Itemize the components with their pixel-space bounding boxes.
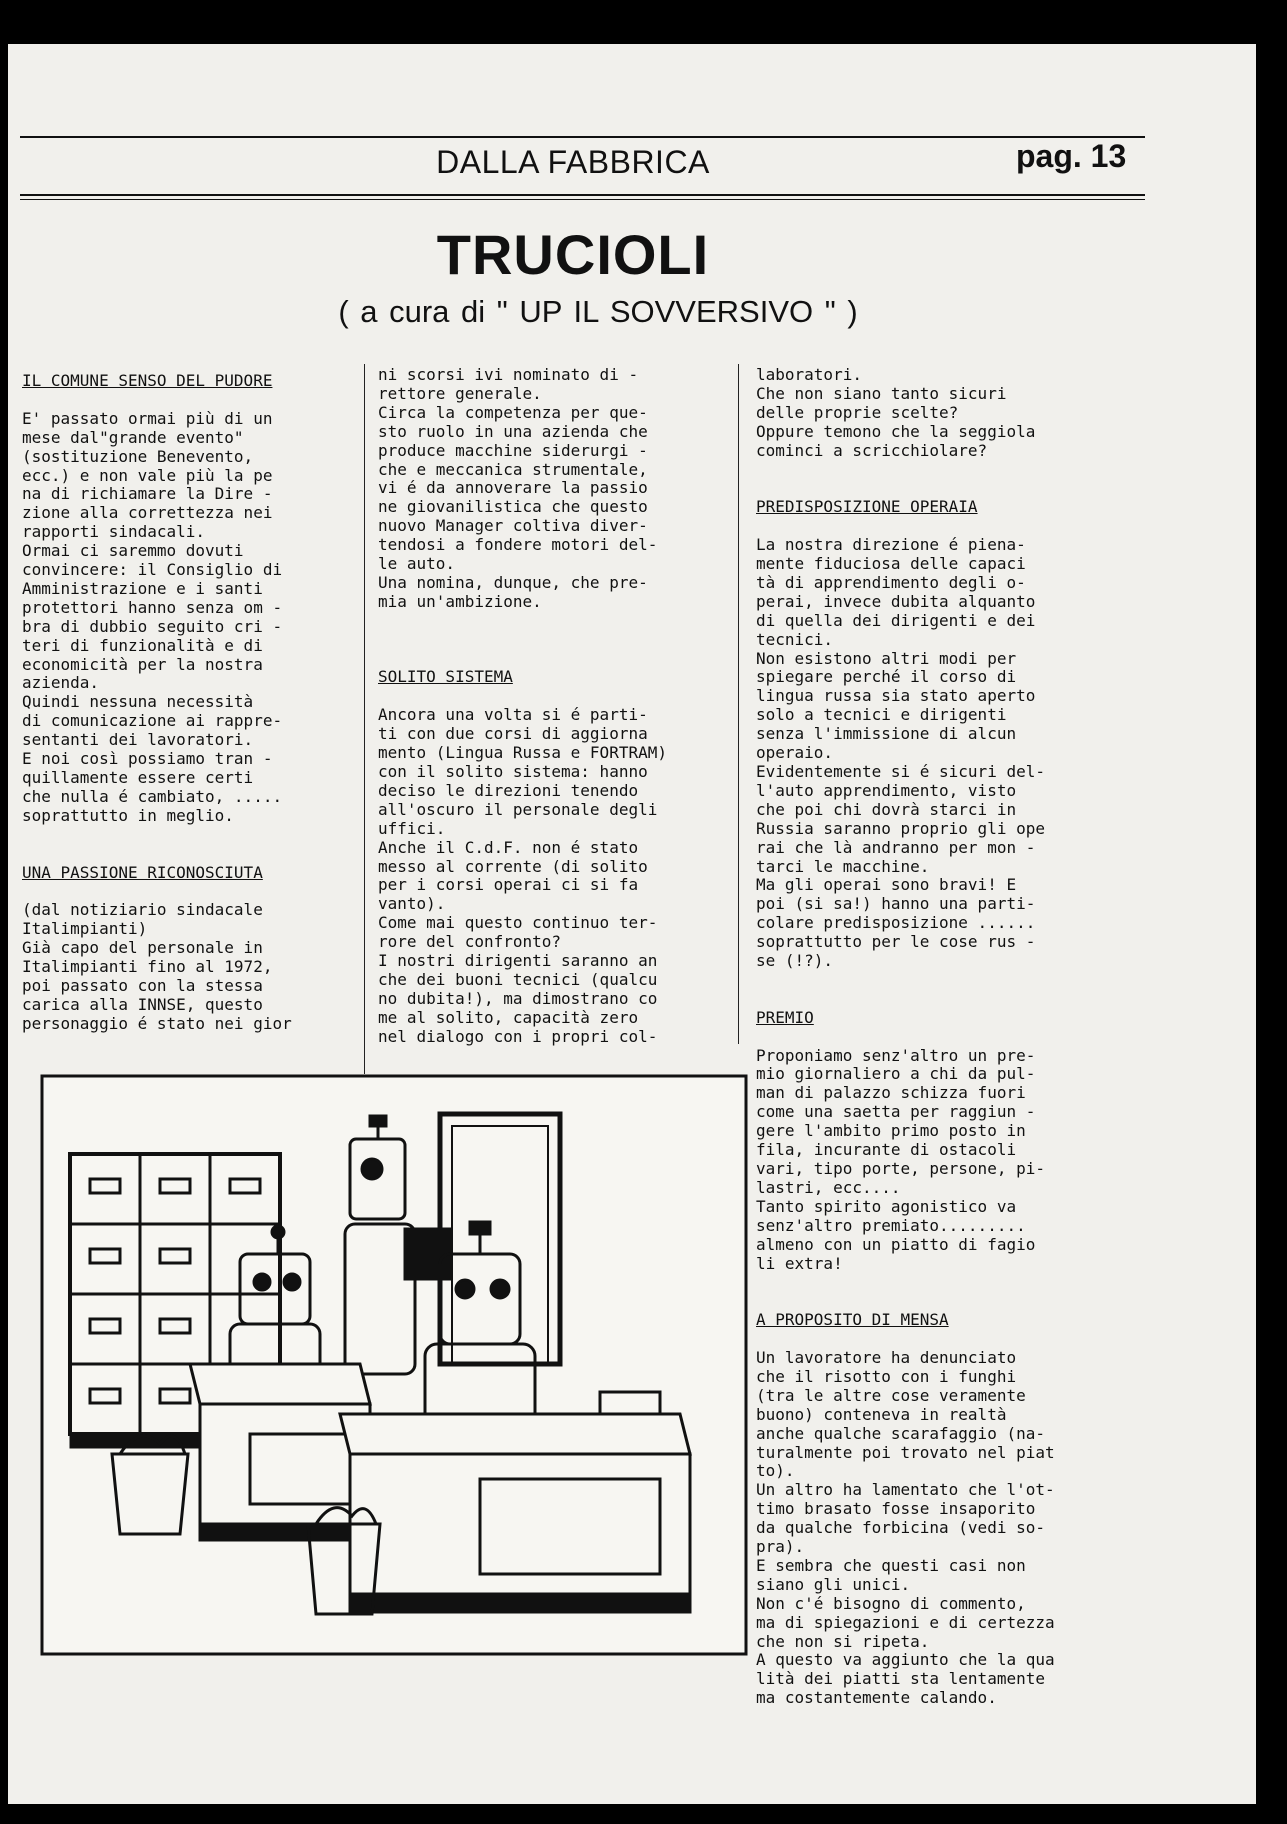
page-number: pag. 13 bbox=[1016, 138, 1127, 174]
office-robots-cartoon bbox=[40, 1074, 748, 1656]
headline-premio: PREMIO bbox=[756, 1007, 814, 1027]
text-passione: (dal notiziario sindacale Italimpianti) Già capo del personale in Italimpianti fino al 1972, poi passato con la stessa carica alla INNSE, questo personaggio é stato nei gior bbox=[22, 900, 292, 1033]
desk-left-illustration bbox=[190, 1364, 370, 1540]
desk-right-illustration bbox=[340, 1392, 690, 1612]
text-mensa: Un lavoratore ha denunciato che il risotto con i funghi (tra le altre cose veramente buono) conteneva in realtà anche qualche scarafaggio (na- turalmente poi trovato nel piat to). Un altro ha lamentato che l'ot- timo brasato fosse insaporito da qualche forbicina (vedi so- pra). E sembra che questi casi non siano gli unici. Non c'é bisogno di commento, ma di spiegazioni e di certezza che non si ripeta. A questo va aggiunto che la qua lità dei piatti sta lentamente ma costantemente calando. bbox=[756, 1347, 1055, 1708]
text-passione-cont: ni scorsi ivi nominato di - rettore generale. Circa la competenza per que- sto ruolo in una azienda che produce macchine siderurgi - che e meccanica strumentale, vi é da annoverare la passio ne giovanilistica che questo nuovo Manager coltiva diver- tendosi a fondere motori del- le auto. Una nomina, dunque, che pre- mia un'ambizione. bbox=[378, 365, 658, 611]
text-solito-sistema: Ancora una volta si é parti- ti con due corsi di aggiorna mento (Lingua Russa e FORTRAM) con il solito sistema: hanno deciso le direzioni tenendo all'oscuro il personale degli uffici. Anche il C.d.F. non é stato messo al corrente (di solito per i corsi operai ci si fa vanto). Come mai questo continuo ter- rore del confronto? I nostri dirigenti saranno an che dei buoni tecnici (qualcu no dubita!), ma dimostrano co me al solito, capacità zero nel dialogo con i propri col- bbox=[378, 705, 667, 1046]
headline-solito-sistema: SOLITO SISTEMA bbox=[378, 667, 513, 687]
column-divider-1 bbox=[364, 364, 365, 1074]
column-divider-2 bbox=[738, 364, 739, 1044]
column-3 bbox=[756, 366, 1055, 1708]
column-2 bbox=[378, 366, 667, 1047]
column-1 bbox=[22, 372, 292, 1034]
headline-predisposizione: PREDISPOSIZIONE OPERAIA bbox=[756, 497, 978, 517]
section-title: DALLA FABBRICA bbox=[436, 144, 710, 180]
newsletter-page bbox=[8, 44, 1256, 1804]
article-title: TRUCIOLI bbox=[436, 223, 710, 286]
text-premio: Proponiamo senz'altro un pre- mio giornaliero a chi da pul- man di palazzo schizza fuori come una saetta per raggiun - gere l'ambito primo posto in fila, incurante di ostacoli vari, tipo porte, persone, pi- lastri, ecc.... Tanto spirito agonistico va senz'altro premiato......... almeno con un piatto di fagio li extra! bbox=[756, 1045, 1045, 1273]
text-predisposizione: La nostra direzione é piena- mente fiduciosa delle capaci tà di apprendimento degli o- perai, invece dubita alquanto di quella dei dirigenti e dei tecnici. Non esistono altri modi per spiegare perché il corso di lingua russa sia stato aperto solo a tecnici e dirigenti senza l'immissione di alcun operaio. Evidentemente si é sicuri del- l'auto apprendimento, visto che poi chi dovrà starci in Russia saranno proprio gli ope rai che là andranno per mon - tarci le macchine. Ma gli operai sono bravi! E poi (si sa!) hanno una parti- colare predisposizione ...... soprattutto per le cose rus - se (!?). bbox=[756, 535, 1045, 971]
header-bottom-rule bbox=[20, 194, 1145, 196]
headline-passione: UNA PASSIONE RICONOSCIUTA bbox=[22, 862, 263, 882]
headline-comune-senso: IL COMUNE SENSO DEL PUDORE bbox=[22, 371, 273, 390]
text-comune-senso: E' passato ormai più di un mese dal"grande evento" (sostituzione Benevento, ecc.) e non vale più la pe na di richiamare la Dire - zione alla correttezza nei rapporti sindacali. Ormai ci saremmo dovuti convincere: il Consiglio di Amministrazione e i santi protettori hanno senza om - bra di dubbio seguito cri - teri di funzionalità e di economicità per la nostra azienda. Quindi nessuna necessità di comunicazione ai rappre- sentanti dei lavoratori. E noi così possiamo tran - quillamente essere certi che nulla é cambiato, ..... soprattutto in meglio. bbox=[22, 408, 283, 825]
article-subtitle: ( a cura di " UP IL SOVVERSIVO " ) bbox=[338, 294, 858, 329]
headline-mensa: A PROPOSITO DI MENSA bbox=[756, 1310, 949, 1330]
header-bottom-rule-2 bbox=[20, 199, 1145, 200]
header-top-rule bbox=[20, 136, 1145, 138]
text-solito-sistema-cont: laboratori. Che non siano tanto sicuri delle proprie scelte? Oppure temono che la seggiola cominci a scricchiolare? bbox=[756, 365, 1036, 460]
